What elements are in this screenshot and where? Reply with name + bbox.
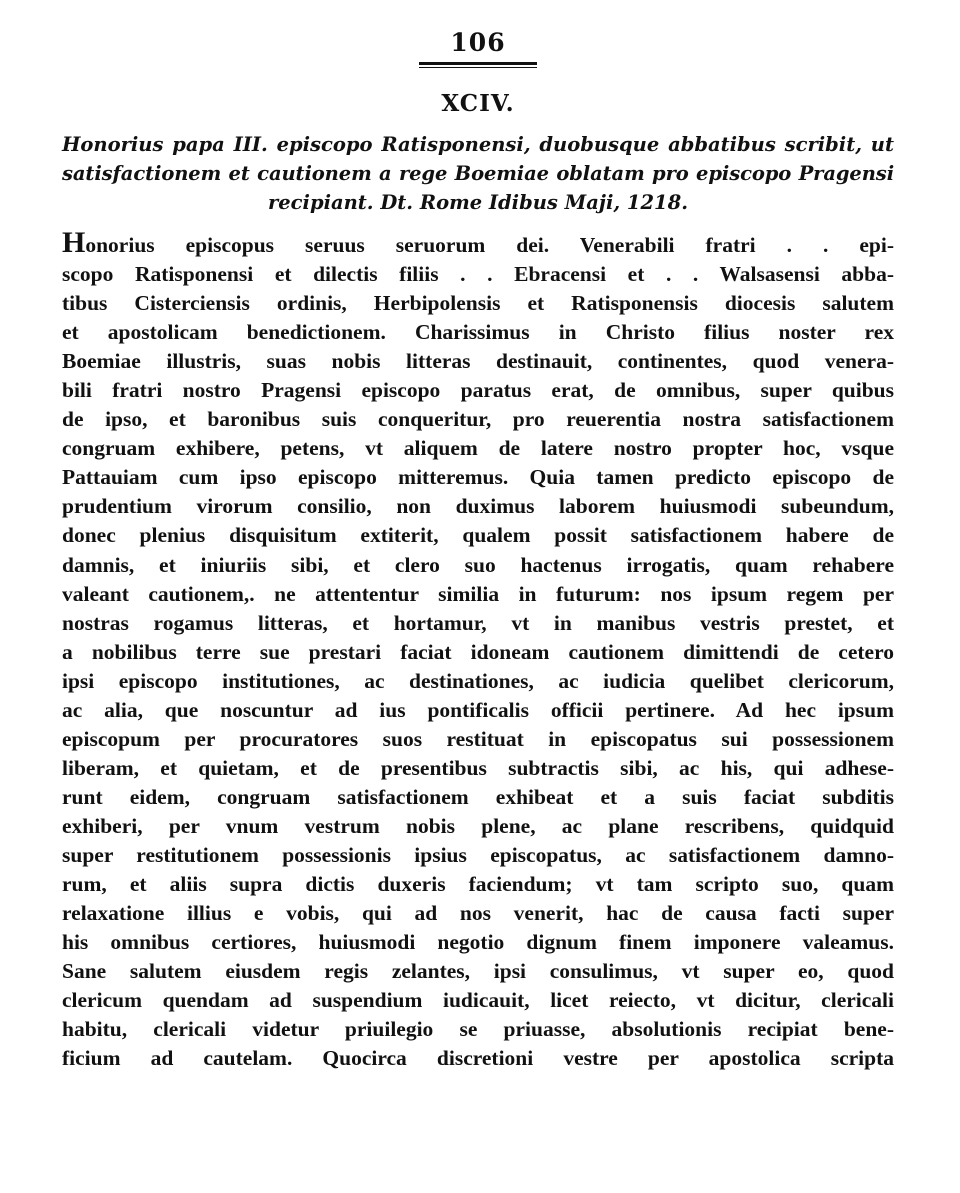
body-line: rum, et aliis supra dictis duxeris faciendum; vt tam scripto suo, quam xyxy=(62,872,894,897)
body-line: his omnibus certiores, huiusmodi negotio dignum finem imponere valeamus. xyxy=(62,930,894,955)
body-line: super restitutionem possessionis ipsius episcopatus, ac satisfactionem damno- xyxy=(62,842,894,867)
regest-line: satisfactionem et cautionem a rege Boemiae oblatam pro episcopo Pragensi xyxy=(62,162,894,185)
page-header xyxy=(62,28,894,68)
body-line: habitu, clericali videtur priuilegio se priuasse, absolutionis recipiat bene- xyxy=(62,1017,894,1042)
body-line: ac alia, que noscuntur ad ius pontificalis officii pertinere. Ad hec ipsum xyxy=(62,697,894,722)
body-line: Sane salutem eiusdem regis zelantes, ipsi consulimus, vt super eo, quod xyxy=(62,959,894,984)
body-line: relaxatione illius e vobis, qui ad nos venerit, hac de causa facti super xyxy=(62,901,894,926)
regest-line: Honorius papa III. episcopo Ratisponensi, duobusque abbatibus scribit, ut xyxy=(62,133,894,156)
body-line: donec plenius disquisitum extiterit, qualem possit satisfactionem habere de xyxy=(62,523,894,548)
body-line: Boemiae illustris, suas nobis litteras destinauit, continentes, quod venera- xyxy=(62,349,894,374)
body-line: a nobilibus terre sue prestari faciat idoneam cautionem dimittendi de cetero xyxy=(62,639,894,664)
body-line: ficium ad cautelam. Quocirca discretioni vestre per apostolica scripta xyxy=(62,1046,894,1071)
initial-letter: H xyxy=(62,226,86,259)
header-rule xyxy=(419,62,537,68)
page-number: 106 xyxy=(450,28,506,57)
body-line: tibus Cisterciensis ordinis, Herbipolensis et Ratisponensis diocesis salutem xyxy=(62,291,894,316)
regest-summary xyxy=(62,130,894,217)
body-line: exhiberi, per vnum vestrum nobis plene, ac plane rescribens, quidquid xyxy=(62,813,894,838)
first-line-text: onorius episcopus seruus seruorum dei. Venerabili fratri . . epi- xyxy=(85,233,894,257)
letter-body xyxy=(62,226,894,1073)
regest-line: recipiant. Dt. Rome Idibus Maji, 1218. xyxy=(267,191,688,214)
page xyxy=(62,28,894,1073)
body-line: valeant cautionem,. ne attententur similia in futurum: nos ipsum regem per xyxy=(62,581,894,606)
document-number: XCIV. xyxy=(441,90,515,117)
body-line: Pattauiam cum ipso episcopo mitteremus. Quia tamen predicto episcopo de xyxy=(62,465,894,490)
body-line: bili fratri nostro Pragensi episcopo paratus erat, de omnibus, super quibus xyxy=(62,378,894,403)
body-line: clericum quendam ad suspendium iudicauit, licet reiecto, vt dicitur, clericali xyxy=(62,988,894,1013)
body-line: de ipso, et baronibus suis conqueritur, pro reuerentia nostra satisfactionem xyxy=(62,407,894,432)
body-line: runt eidem, congruam satisfactionem exhibeat et a suis faciat subditis xyxy=(62,784,894,809)
body-line: nostras rogamus litteras, et hortamur, vt in manibus vestris prestet, et xyxy=(62,610,894,635)
body-line: prudentium virorum consilio, non duximus laborem huiusmodi subeundum, xyxy=(62,494,894,519)
body-line: congruam exhibere, petens, vt aliquem de latere nostro propter hoc, vsque xyxy=(62,436,894,461)
body-line: damnis, et iniuriis sibi, et clero suo hactenus irrogatis, quam rehabere xyxy=(62,552,894,577)
body-line xyxy=(62,226,894,260)
body-line: ipsi episcopo institutiones, ac destinationes, ac iudicia quelibet clericorum, xyxy=(62,668,894,693)
body-line: episcopum per procuratores suos restituat in episcopatus sui possessionem xyxy=(62,726,894,751)
body-line: liberam, et quietam, et de presentibus subtractis sibi, ac his, qui adhese- xyxy=(62,755,894,780)
body-line: et apostolicam benedictionem. Charissimus in Christo filius noster rex xyxy=(62,320,894,345)
body-line: scopo Ratisponensi et dilectis filiis . . Ebracensi et . . Walsasensi abba- xyxy=(62,262,894,287)
